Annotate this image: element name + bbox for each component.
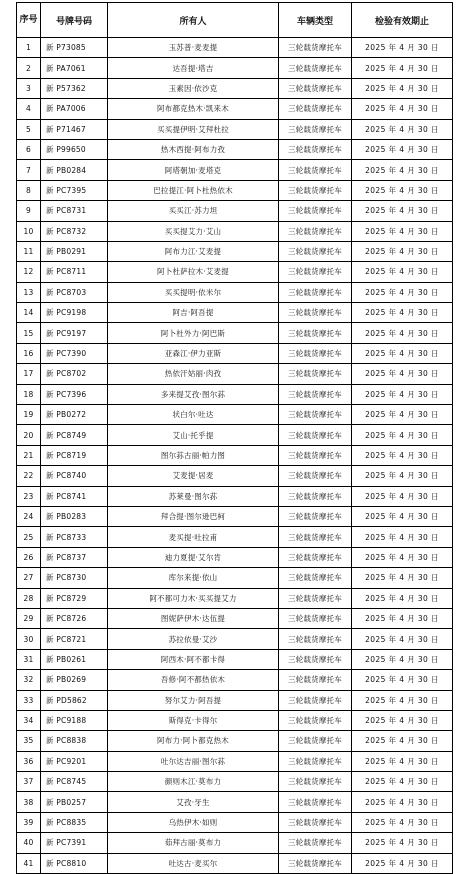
table-row bbox=[17, 221, 453, 241]
header-plate: 号牌号码 bbox=[41, 3, 108, 38]
cell-seq: 29 bbox=[17, 608, 41, 628]
table-header bbox=[17, 3, 453, 38]
vehicle-inspection-table bbox=[16, 2, 453, 874]
table-row bbox=[17, 323, 453, 343]
cell-seq: 38 bbox=[17, 792, 41, 812]
cell-plate: 新 PC8740 bbox=[41, 466, 108, 486]
table-row bbox=[17, 649, 453, 669]
table-row bbox=[17, 241, 453, 261]
cell-vehicle-type: 三轮载货摩托车 bbox=[279, 160, 352, 180]
cell-expiry: 2025 年 4 月 30 日 bbox=[352, 527, 453, 547]
cell-seq: 13 bbox=[17, 282, 41, 302]
cell-plate: 新 PC9197 bbox=[41, 323, 108, 343]
cell-owner: 阿布力江·艾麦提 bbox=[108, 241, 279, 261]
table-row bbox=[17, 751, 453, 771]
cell-expiry: 2025 年 4 月 30 日 bbox=[352, 772, 453, 792]
cell-expiry: 2025 年 4 月 30 日 bbox=[352, 384, 453, 404]
table-row bbox=[17, 58, 453, 78]
header-owner: 所有人 bbox=[108, 3, 279, 38]
table-body bbox=[17, 38, 453, 874]
cell-vehicle-type: 三轮载货摩托车 bbox=[279, 282, 352, 302]
table-row bbox=[17, 262, 453, 282]
table-row bbox=[17, 792, 453, 812]
table-row bbox=[17, 833, 453, 853]
cell-plate: 新 PC8838 bbox=[41, 731, 108, 751]
cell-seq: 37 bbox=[17, 772, 41, 792]
cell-plate: 新 PA7061 bbox=[41, 58, 108, 78]
cell-plate: 新 PC8730 bbox=[41, 568, 108, 588]
cell-vehicle-type: 三轮载货摩托车 bbox=[279, 527, 352, 547]
cell-expiry: 2025 年 4 月 30 日 bbox=[352, 670, 453, 690]
cell-expiry: 2025 年 4 月 30 日 bbox=[352, 201, 453, 221]
cell-seq: 27 bbox=[17, 568, 41, 588]
table-row bbox=[17, 731, 453, 751]
cell-vehicle-type: 三轮载货摩托车 bbox=[279, 731, 352, 751]
cell-plate: 新 PC9198 bbox=[41, 303, 108, 323]
cell-seq: 40 bbox=[17, 833, 41, 853]
cell-seq: 23 bbox=[17, 486, 41, 506]
cell-plate: 新 P73085 bbox=[41, 38, 108, 58]
cell-seq: 7 bbox=[17, 160, 41, 180]
cell-vehicle-type: 三轮载货摩托车 bbox=[279, 486, 352, 506]
cell-seq: 20 bbox=[17, 425, 41, 445]
cell-plate: 新 PC7395 bbox=[41, 180, 108, 200]
cell-owner: 阿西木·阿不都卡得 bbox=[108, 649, 279, 669]
cell-owner: 阿卜杜外力·阿巴斯 bbox=[108, 323, 279, 343]
table-row bbox=[17, 38, 453, 58]
cell-owner: 阿布力·阿卜都克热木 bbox=[108, 731, 279, 751]
cell-plate: 新 PC7390 bbox=[41, 343, 108, 363]
cell-vehicle-type: 三轮载货摩托车 bbox=[279, 221, 352, 241]
cell-vehicle-type: 三轮载货摩托车 bbox=[279, 751, 352, 771]
cell-owner: 阿塔朝加·麦塔克 bbox=[108, 160, 279, 180]
cell-owner: 吐达古·麦买尔 bbox=[108, 853, 279, 873]
cell-seq: 31 bbox=[17, 649, 41, 669]
header-vehicle-type: 车辆类型 bbox=[279, 3, 352, 38]
header-seq: 序号 bbox=[17, 3, 41, 38]
cell-owner: 乌热伊木·如则 bbox=[108, 812, 279, 832]
cell-seq: 9 bbox=[17, 201, 41, 221]
cell-seq: 24 bbox=[17, 506, 41, 526]
cell-owner: 苏莱曼·图尔荪 bbox=[108, 486, 279, 506]
cell-expiry: 2025 年 4 月 30 日 bbox=[352, 466, 453, 486]
table-row bbox=[17, 812, 453, 832]
table-row bbox=[17, 527, 453, 547]
cell-vehicle-type: 三轮载货摩托车 bbox=[279, 649, 352, 669]
cell-vehicle-type: 三轮载货摩托车 bbox=[279, 629, 352, 649]
cell-plate: 新 PB0261 bbox=[41, 649, 108, 669]
cell-owner: 状白尔·吐达 bbox=[108, 405, 279, 425]
table-row bbox=[17, 853, 453, 873]
cell-seq: 32 bbox=[17, 670, 41, 690]
cell-vehicle-type: 三轮载货摩托车 bbox=[279, 78, 352, 98]
cell-seq: 8 bbox=[17, 180, 41, 200]
cell-expiry: 2025 年 4 月 30 日 bbox=[352, 445, 453, 465]
cell-expiry: 2025 年 4 月 30 日 bbox=[352, 486, 453, 506]
cell-vehicle-type: 三轮载货摩托车 bbox=[279, 425, 352, 445]
cell-expiry: 2025 年 4 月 30 日 bbox=[352, 649, 453, 669]
cell-seq: 36 bbox=[17, 751, 41, 771]
cell-owner: 买买江·苏力坦 bbox=[108, 201, 279, 221]
cell-owner: 艾麦提·居麦 bbox=[108, 466, 279, 486]
cell-seq: 19 bbox=[17, 405, 41, 425]
cell-seq: 12 bbox=[17, 262, 41, 282]
table-row bbox=[17, 466, 453, 486]
cell-seq: 16 bbox=[17, 343, 41, 363]
cell-plate: 新 PB0257 bbox=[41, 792, 108, 812]
cell-plate: 新 PC8737 bbox=[41, 547, 108, 567]
cell-plate: 新 PC8835 bbox=[41, 812, 108, 832]
cell-expiry: 2025 年 4 月 30 日 bbox=[352, 180, 453, 200]
cell-expiry: 2025 年 4 月 30 日 bbox=[352, 833, 453, 853]
table-row bbox=[17, 588, 453, 608]
cell-owner: 斯得克·卡得尔 bbox=[108, 710, 279, 730]
cell-vehicle-type: 三轮载货摩托车 bbox=[279, 690, 352, 710]
cell-owner: 库尔来提·依山 bbox=[108, 568, 279, 588]
cell-owner: 艾孜·牙生 bbox=[108, 792, 279, 812]
cell-vehicle-type: 三轮载货摩托车 bbox=[279, 384, 352, 404]
cell-expiry: 2025 年 4 月 30 日 bbox=[352, 425, 453, 445]
cell-expiry: 2025 年 4 月 30 日 bbox=[352, 139, 453, 159]
cell-owner: 巴拉提江·阿卜杜热依木 bbox=[108, 180, 279, 200]
cell-expiry: 2025 年 4 月 30 日 bbox=[352, 38, 453, 58]
cell-seq: 33 bbox=[17, 690, 41, 710]
cell-plate: 新 PC8732 bbox=[41, 221, 108, 241]
table-row bbox=[17, 343, 453, 363]
cell-owner: 图尔荪古丽·帕力图 bbox=[108, 445, 279, 465]
cell-owner: 茹拜古丽·莫布力 bbox=[108, 833, 279, 853]
cell-seq: 14 bbox=[17, 303, 41, 323]
cell-vehicle-type: 三轮载货摩托车 bbox=[279, 853, 352, 873]
cell-expiry: 2025 年 4 月 30 日 bbox=[352, 160, 453, 180]
cell-vehicle-type: 三轮载货摩托车 bbox=[279, 466, 352, 486]
cell-owner: 图妮萨伊木·达伍提 bbox=[108, 608, 279, 628]
cell-vehicle-type: 三轮载货摩托车 bbox=[279, 343, 352, 363]
cell-vehicle-type: 三轮载货摩托车 bbox=[279, 710, 352, 730]
table-row bbox=[17, 139, 453, 159]
table-row bbox=[17, 710, 453, 730]
cell-seq: 41 bbox=[17, 853, 41, 873]
cell-seq: 5 bbox=[17, 119, 41, 139]
cell-owner: 多来提艾孜·图尔荪 bbox=[108, 384, 279, 404]
table-row bbox=[17, 384, 453, 404]
cell-owner: 努尔艾力·阿吾提 bbox=[108, 690, 279, 710]
cell-owner: 买买提明·依米尔 bbox=[108, 282, 279, 302]
cell-expiry: 2025 年 4 月 30 日 bbox=[352, 405, 453, 425]
cell-vehicle-type: 三轮载货摩托车 bbox=[279, 58, 352, 78]
cell-plate: 新 PC8721 bbox=[41, 629, 108, 649]
table-row bbox=[17, 445, 453, 465]
header-row bbox=[17, 3, 453, 38]
table-row bbox=[17, 99, 453, 119]
cell-expiry: 2025 年 4 月 30 日 bbox=[352, 812, 453, 832]
cell-plate: 新 P71467 bbox=[41, 119, 108, 139]
cell-plate: 新 PC8731 bbox=[41, 201, 108, 221]
cell-expiry: 2025 年 4 月 30 日 bbox=[352, 282, 453, 302]
cell-seq: 39 bbox=[17, 812, 41, 832]
cell-vehicle-type: 三轮载货摩托车 bbox=[279, 812, 352, 832]
cell-plate: 新 PB0272 bbox=[41, 405, 108, 425]
table-row bbox=[17, 568, 453, 588]
table-row bbox=[17, 486, 453, 506]
cell-expiry: 2025 年 4 月 30 日 bbox=[352, 751, 453, 771]
cell-vehicle-type: 三轮载货摩托车 bbox=[279, 99, 352, 119]
cell-owner: 吾修·阿不都热依木 bbox=[108, 670, 279, 690]
cell-plate: 新 PC8726 bbox=[41, 608, 108, 628]
cell-vehicle-type: 三轮载货摩托车 bbox=[279, 405, 352, 425]
cell-owner: 颜则木江·莫布力 bbox=[108, 772, 279, 792]
cell-expiry: 2025 年 4 月 30 日 bbox=[352, 303, 453, 323]
table-row bbox=[17, 119, 453, 139]
cell-owner: 阿布都克热木·凯来木 bbox=[108, 99, 279, 119]
cell-expiry: 2025 年 4 月 30 日 bbox=[352, 241, 453, 261]
cell-plate: 新 PC8741 bbox=[41, 486, 108, 506]
cell-owner: 阿卜杜萨拉木·艾麦提 bbox=[108, 262, 279, 282]
cell-plate: 新 PC7396 bbox=[41, 384, 108, 404]
cell-vehicle-type: 三轮载货摩托车 bbox=[279, 303, 352, 323]
table-row bbox=[17, 201, 453, 221]
cell-owner: 买买提伊明·艾拜杜拉 bbox=[108, 119, 279, 139]
cell-owner: 拜合提·图尔逊巴柯 bbox=[108, 506, 279, 526]
cell-seq: 28 bbox=[17, 588, 41, 608]
cell-owner: 吐尔达吉丽·图尔荪 bbox=[108, 751, 279, 771]
cell-vehicle-type: 三轮载货摩托车 bbox=[279, 262, 352, 282]
cell-expiry: 2025 年 4 月 30 日 bbox=[352, 568, 453, 588]
table-row bbox=[17, 608, 453, 628]
cell-plate: 新 PB0291 bbox=[41, 241, 108, 261]
table-row bbox=[17, 78, 453, 98]
cell-vehicle-type: 三轮载货摩托车 bbox=[279, 608, 352, 628]
cell-vehicle-type: 三轮载货摩托车 bbox=[279, 506, 352, 526]
cell-seq: 2 bbox=[17, 58, 41, 78]
cell-vehicle-type: 三轮载货摩托车 bbox=[279, 670, 352, 690]
cell-plate: 新 PC8745 bbox=[41, 772, 108, 792]
table-row bbox=[17, 364, 453, 384]
cell-expiry: 2025 年 4 月 30 日 bbox=[352, 58, 453, 78]
cell-seq: 22 bbox=[17, 466, 41, 486]
table-row bbox=[17, 547, 453, 567]
cell-owner: 玉苏普·麦麦提 bbox=[108, 38, 279, 58]
cell-plate: 新 PC9188 bbox=[41, 710, 108, 730]
table-row bbox=[17, 670, 453, 690]
cell-expiry: 2025 年 4 月 30 日 bbox=[352, 690, 453, 710]
cell-expiry: 2025 年 4 月 30 日 bbox=[352, 506, 453, 526]
cell-owner: 阿不都可力木·买买提艾力 bbox=[108, 588, 279, 608]
cell-expiry: 2025 年 4 月 30 日 bbox=[352, 731, 453, 751]
cell-seq: 15 bbox=[17, 323, 41, 343]
cell-expiry: 2025 年 4 月 30 日 bbox=[352, 608, 453, 628]
cell-vehicle-type: 三轮载货摩托车 bbox=[279, 772, 352, 792]
cell-owner: 亚森江·伊力亚斯 bbox=[108, 343, 279, 363]
cell-vehicle-type: 三轮载货摩托车 bbox=[279, 364, 352, 384]
cell-seq: 4 bbox=[17, 99, 41, 119]
table-row bbox=[17, 405, 453, 425]
cell-owner: 热木西提·阿布力孜 bbox=[108, 139, 279, 159]
cell-vehicle-type: 三轮载货摩托车 bbox=[279, 445, 352, 465]
cell-seq: 10 bbox=[17, 221, 41, 241]
cell-plate: 新 PC8711 bbox=[41, 262, 108, 282]
cell-owner: 玉素因·依沙克 bbox=[108, 78, 279, 98]
cell-expiry: 2025 年 4 月 30 日 bbox=[352, 710, 453, 730]
cell-vehicle-type: 三轮载货摩托车 bbox=[279, 180, 352, 200]
cell-vehicle-type: 三轮载货摩托车 bbox=[279, 588, 352, 608]
cell-expiry: 2025 年 4 月 30 日 bbox=[352, 78, 453, 98]
cell-seq: 17 bbox=[17, 364, 41, 384]
cell-seq: 3 bbox=[17, 78, 41, 98]
cell-owner: 达吾提·塔吉 bbox=[108, 58, 279, 78]
cell-expiry: 2025 年 4 月 30 日 bbox=[352, 547, 453, 567]
cell-plate: 新 PC8810 bbox=[41, 853, 108, 873]
cell-owner: 热依汗姑丽·肉孜 bbox=[108, 364, 279, 384]
cell-seq: 1 bbox=[17, 38, 41, 58]
cell-plate: 新 P99650 bbox=[41, 139, 108, 159]
cell-seq: 26 bbox=[17, 547, 41, 567]
cell-plate: 新 PC8703 bbox=[41, 282, 108, 302]
cell-vehicle-type: 三轮载货摩托车 bbox=[279, 201, 352, 221]
cell-seq: 11 bbox=[17, 241, 41, 261]
cell-expiry: 2025 年 4 月 30 日 bbox=[352, 588, 453, 608]
table-row bbox=[17, 425, 453, 445]
cell-vehicle-type: 三轮载货摩托车 bbox=[279, 323, 352, 343]
table-row bbox=[17, 303, 453, 323]
table-row bbox=[17, 772, 453, 792]
cell-vehicle-type: 三轮载货摩托车 bbox=[279, 139, 352, 159]
cell-plate: 新 PC8719 bbox=[41, 445, 108, 465]
table-row bbox=[17, 282, 453, 302]
cell-plate: 新 PC8733 bbox=[41, 527, 108, 547]
table-row bbox=[17, 629, 453, 649]
cell-plate: 新 PB0283 bbox=[41, 506, 108, 526]
cell-seq: 18 bbox=[17, 384, 41, 404]
cell-expiry: 2025 年 4 月 30 日 bbox=[352, 99, 453, 119]
cell-seq: 34 bbox=[17, 710, 41, 730]
cell-expiry: 2025 年 4 月 30 日 bbox=[352, 792, 453, 812]
cell-seq: 35 bbox=[17, 731, 41, 751]
table-row bbox=[17, 506, 453, 526]
cell-expiry: 2025 年 4 月 30 日 bbox=[352, 221, 453, 241]
cell-owner: 麦买提·吐拉甫 bbox=[108, 527, 279, 547]
cell-seq: 6 bbox=[17, 139, 41, 159]
cell-expiry: 2025 年 4 月 30 日 bbox=[352, 119, 453, 139]
cell-plate: 新 PC8702 bbox=[41, 364, 108, 384]
cell-expiry: 2025 年 4 月 30 日 bbox=[352, 853, 453, 873]
cell-expiry: 2025 年 4 月 30 日 bbox=[352, 364, 453, 384]
cell-expiry: 2025 年 4 月 30 日 bbox=[352, 323, 453, 343]
cell-seq: 21 bbox=[17, 445, 41, 465]
cell-plate: 新 PC8729 bbox=[41, 588, 108, 608]
cell-owner: 阿吉·阿吾提 bbox=[108, 303, 279, 323]
cell-owner: 买买提艾力·艾山 bbox=[108, 221, 279, 241]
cell-plate: 新 PC9201 bbox=[41, 751, 108, 771]
cell-owner: 艾山·托乎提 bbox=[108, 425, 279, 445]
cell-vehicle-type: 三轮载货摩托车 bbox=[279, 241, 352, 261]
cell-seq: 30 bbox=[17, 629, 41, 649]
cell-expiry: 2025 年 4 月 30 日 bbox=[352, 262, 453, 282]
cell-plate: 新 PC8749 bbox=[41, 425, 108, 445]
cell-vehicle-type: 三轮载货摩托车 bbox=[279, 568, 352, 588]
cell-seq: 25 bbox=[17, 527, 41, 547]
cell-vehicle-type: 三轮载货摩托车 bbox=[279, 119, 352, 139]
cell-vehicle-type: 三轮载货摩托车 bbox=[279, 547, 352, 567]
cell-plate: 新 PB0269 bbox=[41, 670, 108, 690]
cell-plate: 新 PC7391 bbox=[41, 833, 108, 853]
cell-plate: 新 PD5862 bbox=[41, 690, 108, 710]
cell-owner: 苏拉依曼·艾沙 bbox=[108, 629, 279, 649]
cell-plate: 新 P57362 bbox=[41, 78, 108, 98]
table-row bbox=[17, 690, 453, 710]
cell-expiry: 2025 年 4 月 30 日 bbox=[352, 343, 453, 363]
cell-vehicle-type: 三轮载货摩托车 bbox=[279, 792, 352, 812]
table-row bbox=[17, 180, 453, 200]
cell-vehicle-type: 三轮载货摩托车 bbox=[279, 833, 352, 853]
cell-plate: 新 PB0284 bbox=[41, 160, 108, 180]
cell-expiry: 2025 年 4 月 30 日 bbox=[352, 629, 453, 649]
cell-owner: 迪力夏提·艾尔肯 bbox=[108, 547, 279, 567]
cell-plate: 新 PA7006 bbox=[41, 99, 108, 119]
header-expiry: 检验有效期止 bbox=[352, 3, 453, 38]
cell-vehicle-type: 三轮载货摩托车 bbox=[279, 38, 352, 58]
table-row bbox=[17, 160, 453, 180]
